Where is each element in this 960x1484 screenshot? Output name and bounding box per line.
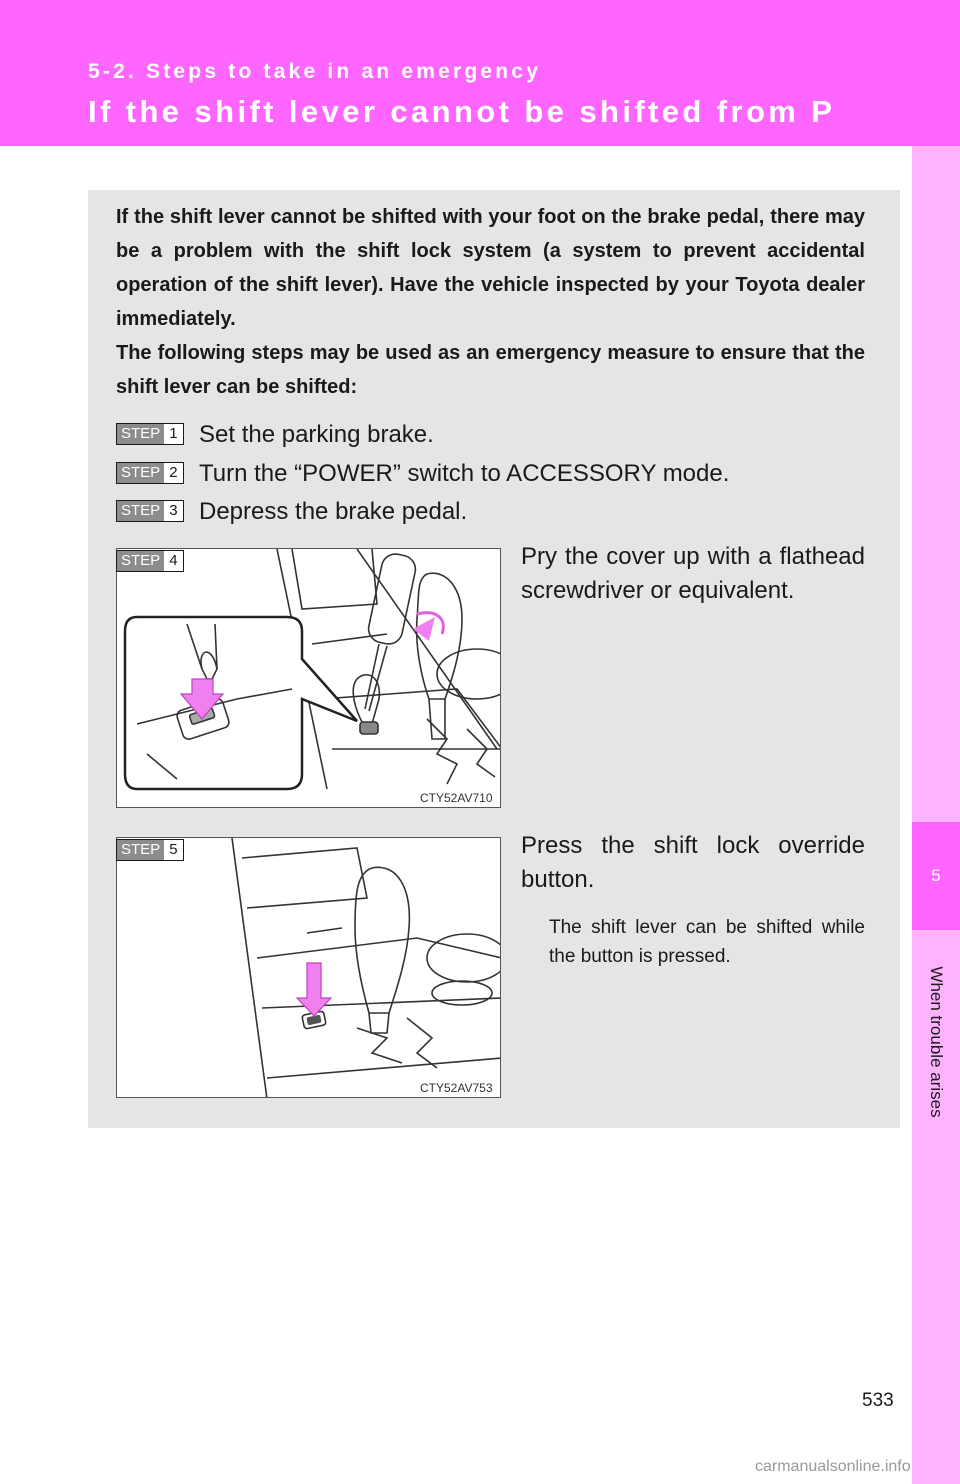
step-badge-number: 2 (169, 464, 178, 481)
intro-paragraph-2: The following steps may be used as an emergency measure to ensure that the shift lever can be shifted: (116, 342, 865, 398)
chapter-label: When trouble arises (927, 966, 946, 1118)
watermark: carmanualsonline.info (755, 1458, 911, 1475)
chapter-number: 5 (931, 866, 941, 885)
step-badge-word: STEP (117, 501, 164, 521)
screwdriver-cover-illustration (117, 549, 501, 808)
chapter-number-tab (912, 822, 960, 930)
step-5-illustration (116, 837, 501, 1098)
chapter-side-tab (912, 146, 960, 1484)
step-5-text: Press the shift lock override button. (521, 832, 865, 893)
step-2-text: Turn the “POWER” switch to ACCESSORY mode. (199, 460, 730, 487)
step-5-note: The shift lever can be shifted while the button is pressed. (549, 917, 865, 967)
step-badge-number: 1 (169, 425, 178, 442)
section-label: 5-2. Steps to take in an emergency (88, 60, 542, 83)
image-code: CTY52AV710 (420, 791, 493, 805)
step-badge-word: STEP (117, 463, 164, 483)
step-1-badge (116, 423, 184, 445)
shift-lock-button-illustration (117, 838, 501, 1098)
page-title: If the shift lever cannot be shifted from P (88, 94, 836, 129)
step-badge-number: 4 (169, 552, 178, 569)
step-badge-word: STEP (117, 840, 164, 860)
step-4-badge (116, 550, 184, 572)
step-1-text: Set the parking brake. (199, 421, 434, 448)
step-badge-number: 3 (169, 502, 178, 519)
step-3-text: Depress the brake pedal. (199, 498, 468, 525)
step-4-illustration (116, 548, 501, 808)
step-badge-word: STEP (117, 551, 164, 571)
step-badge-word: STEP (117, 424, 164, 444)
step-3-badge (116, 500, 184, 522)
step-4-text: Pry the cover up with a flathead screwdriver or equivalent. (521, 543, 865, 604)
image-code: CTY52AV753 (420, 1081, 493, 1095)
step-2-badge (116, 462, 184, 484)
step-5-badge (116, 839, 184, 861)
intro-text (116, 200, 865, 404)
intro-paragraph-1: If the shift lever cannot be shifted with your foot on the brake pedal, there may be a problem with the shift lock system (a system to prevent accidental operation of the shift lever). Have the vehicle inspected by your Toyota dealer immediately. (116, 206, 865, 330)
page-number: 533 (862, 1390, 894, 1411)
step-badge-number: 5 (169, 841, 178, 858)
page-header (0, 0, 960, 146)
